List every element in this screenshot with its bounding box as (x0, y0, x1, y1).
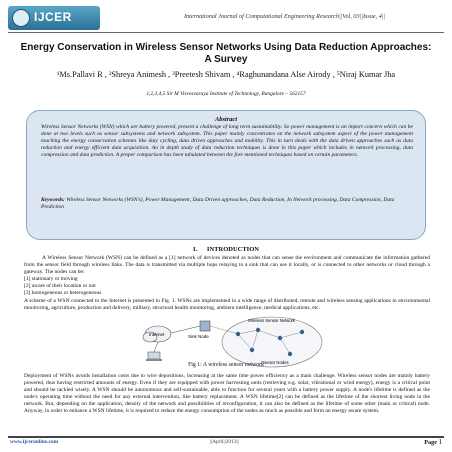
sink-node-icon (200, 321, 210, 331)
page-number (424, 438, 442, 446)
abstract-box (26, 110, 426, 240)
header-divider (8, 32, 444, 33)
page-label: Page (424, 439, 437, 446)
logo-globe-icon (12, 9, 30, 27)
journal-logo (8, 6, 100, 30)
section-title: I. INTRODUCTION (193, 246, 259, 253)
logo-text: IJCER (34, 10, 72, 24)
journal-name: International Journal of Computational Engineering Research||Vol, 03||Issue, 4|| (184, 13, 386, 20)
keywords (41, 197, 413, 211)
list-item: [1] stationary or moving (24, 276, 78, 282)
intro-paragraph-3: Deployment of WSNs avoids installation costs due to wire depositions, increasing at the same time power efficiency as a main challenge. Wireless sensor nodes are mainly battery powered, thus having restricted amounts of energy. Even if they are equipped with power harvesting units (retrieving e.g. solar, vibrational or wind energy), energy is a critical point and should be tackled wisely. A WSN should be autonomous and self-sustainable, able to function for several years with a battery power supply. A node's lifetime is defined as the node's operating time without the need for any external intervention, like battery replacement. A WSN lifetime[2] can be defined as the lifetime of the shortest living node in the network. But, depending on the application, density of the network and possibilities of reconfiguration, it can also be defined as the lifetime of some other (main or critical) node. Anyway, in order to enhance a WSN lifetime, it is required to reduce the energy consumption of the nodes as much as possible and form an energy aware system. (24, 373, 430, 414)
keywords-text: Wireless Sensor Networks (WSN's), Power Management, Data Driven approaches, Data Reduction, In Network processing, Data Compression, Data Prediction (41, 197, 395, 211)
keywords-label: Keywords: (41, 197, 65, 203)
page-footer (10, 438, 442, 448)
affiliation: 1,2,3,4,5 Sir M Visvesvaraya Institute of Technology, Bangalore – 562157 (146, 91, 306, 97)
page-header (8, 6, 444, 32)
intro-paragraph-1: A Wireless Sensor Network (WSN) can be defined as a [1] network of devices denoted as nodes that can sense the environment and communicate the information gathered from the sensor field through wireless links. The data is transmitted via multiple hops relaying to a sink that can use it locally, or is connected to other networks or cloud through a gateway. The nodes can be: (24, 255, 430, 275)
user-laptop-icon (146, 352, 162, 361)
list-item: [2] aware of their location or not (24, 282, 96, 289)
figure-label-wsn: Wireless Sensor Network (248, 318, 296, 323)
abstract-heading: Abstract (214, 116, 237, 123)
abstract-text: Wireless Sensor Networks (WSN) which are battery powered, present a challenge of long term sustainability. So power management is an import concern which can be done at two levels such as sensor subsystems and network subsystem. This paper mainly concentrates on the network subsystem aspect of the power management touching the energy conservation schemes like duty cycling, data driven approaches and mobility. This in turn deals with the data driven approaches such as data reduction and energy efficient data acquisition. An in depth study of data reduction techniques is done in this paper which includes in network processing, data compression and data prediction. A proper comparison has been tabulated between the fore mentioned techniques based on certain parameters. (41, 124, 413, 159)
page-number-value: 1 (438, 438, 442, 446)
figure-label-internet: Internet (149, 332, 165, 337)
journal-url-link[interactable]: www.ijceronline.com (10, 439, 59, 445)
figure-label-sink-node: Sink Node (188, 334, 209, 339)
issue-date: ||April||2013|| (210, 439, 239, 445)
figure-label-sensor-nodes: Sensor Nodes (262, 360, 289, 365)
node-list (24, 276, 430, 297)
author-list: ¹Ms.Pallavi R , ²Shreya Animesh , ³Preetesh Shivam , ⁴Raghunandana Alse Airody , ⁵Niraj Kumar Jha (56, 70, 396, 79)
list-item: [3] homogeneous or heterogeneous (24, 289, 102, 296)
figure-caption: Fig 1: A wireless sensor network (188, 362, 264, 368)
paper-title: Energy Conservation in Wireless Sensor Networks Using Data Reduction Approaches: A Survey (20, 42, 432, 65)
intro-paragraph-2: A scheme of a WSN connected to the Internet is presented in Fig. 1. WSNs are implemented in a wide range of distributed, remote and wireless sensing applications in environmental monitoring, agriculture, production and delivery, military, structural health monitoring, ambient intelligence, medical applications, etc. (24, 298, 430, 311)
